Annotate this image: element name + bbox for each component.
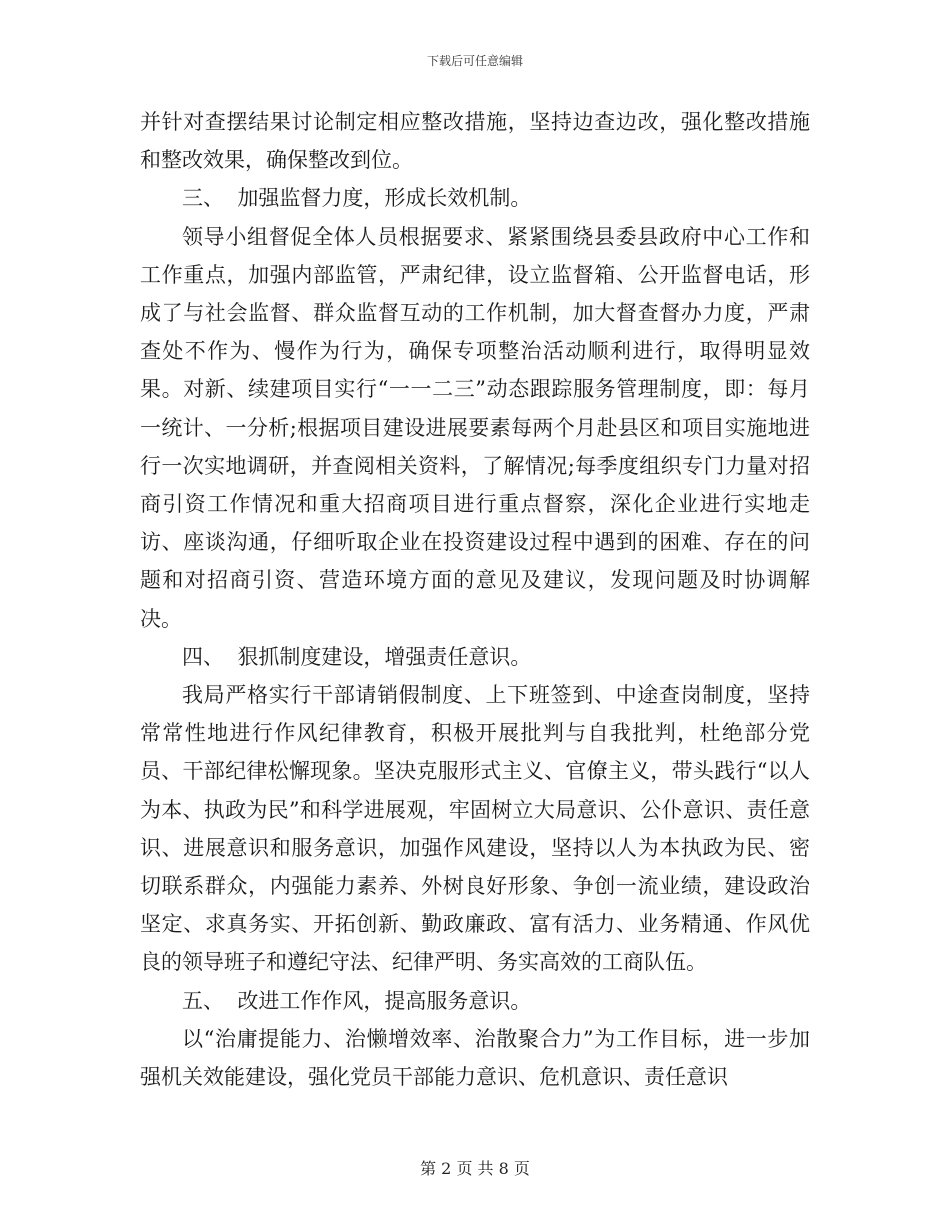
section-heading-5: 五、 改进工作作风，提高服务意识。 <box>182 988 532 1013</box>
paragraph-system-building: 我局严格实行干部请销假制度、上下班签到、中途查岗制度，坚持常常性地进行作风纪律教育，积极开展批判与自我批判，杜绝部分党员、干部纪律松懈现象。坚决克服形式主义、官僚主义，带头践行“以人为本、执政为民”和科学进展观，牢固树立大局意识、公仆意识、责任意识、进展意识和服务意识，加强作风建设，坚持以人为本执政为民、密切联系群众，内强能力素养、外树良好形象、争创一流业绩，建设政治坚定、求真务实、开拓创新、勤政廉政、富有活力、业务精通、作风优良的领导班子和遵纪守法、纪律严明、务实高效的工商队伍。 <box>140 683 810 975</box>
document-body <box>140 103 810 1096</box>
paragraph-supervision: 领导小组督促全体人员根据要求、紧紧围绕县委县政府中心工作和工作重点，加强内部监管，严肃纪律，设立监督箱、公开监督电话，形成了与社会监督、群众监督互动的工作机制，加大督查督办力度，严肃查处不作为、慢作为行为，确保专项整治活动顺利进行，取得明显效果。对新、续建项目实行“一一二三”动态跟踪服务管理制度，即：每月一统计、一分析;根据项目建设进展要素每两个月赴县区和项目实施地进行一次实地调研，并查阅相关资料，了解情况;每季度组织专门力量对招商引资工作情况和重大招商项目进行重点督察，深化企业进行实地走访、座谈沟通，仔细听取企业在投资建设过程中遇到的困难、存在的问题和对招商引资、营造环境方面的意见及建议，发现问题及时协调解决。 <box>140 224 810 631</box>
section-heading-4: 四、 狠抓制度建设，增强责任意识。 <box>182 644 532 669</box>
paragraph-work-style: 以“治庸提能力、治懒增效率、治散聚合力”为工作目标，进一步加强机关效能建设，强化党员干部能力意识、危机意识、责任意识 <box>140 1026 810 1090</box>
paragraph-continuation: 并针对查摆结果讨论制定相应整改措施，坚持边查边改，强化整改措施和整改效果，确保整改到位。 <box>140 110 810 173</box>
page-number: 第 2 页 共 8 页 <box>420 1159 530 1178</box>
section-heading-3: 三、 加强监督力度，形成长效机制。 <box>182 186 532 211</box>
page-header-note: 下载后可任意编辑 <box>426 54 523 68</box>
